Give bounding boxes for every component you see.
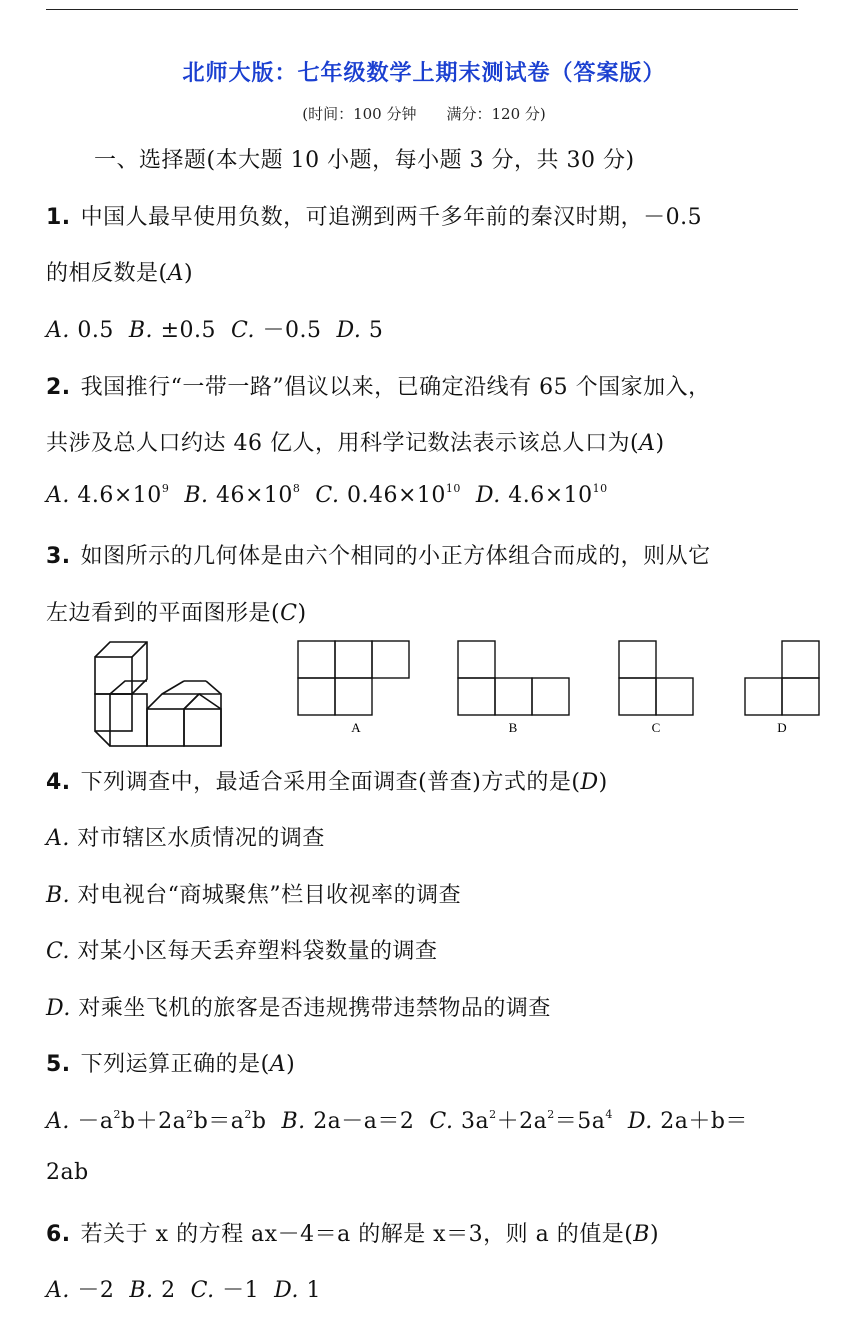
question-6-options: [46, 1273, 321, 1304]
exponent: 10: [445, 482, 461, 495]
option-text: －1: [222, 1278, 260, 1303]
question-4-option-b: [46, 878, 461, 909]
option-key: B.: [128, 318, 154, 343]
option-d-view: [745, 641, 819, 715]
question-5-options: [46, 1104, 748, 1135]
question-number: 3.: [46, 544, 71, 569]
option-text: 2a＋b＝: [660, 1109, 748, 1134]
question-text: 的相反数是(: [46, 261, 168, 286]
option-text: ±0.5: [160, 318, 216, 343]
question-4-option-d: [46, 991, 551, 1022]
exponent: 2: [113, 1108, 122, 1121]
option-key: D.: [475, 483, 501, 508]
question-4-option-a: [46, 821, 325, 852]
cube-solid-drawing: [95, 642, 221, 746]
paren-close: ): [286, 1052, 296, 1077]
question-3-line-1: [46, 539, 711, 570]
option-text: 5: [368, 318, 384, 343]
question-5-option-d-cont: 2ab: [46, 1160, 89, 1185]
option-text: 4.6×10: [508, 483, 593, 508]
paren-close: ): [598, 770, 608, 795]
option-key: A.: [46, 826, 70, 851]
option-text: －2: [77, 1278, 115, 1303]
option-text: 对某小区每天丢弃塑料袋数量的调查: [77, 939, 438, 964]
question-3-line-2: [46, 596, 307, 627]
option-key: C.: [230, 318, 256, 343]
option-text: 0.46×10: [346, 483, 446, 508]
option-text: 4.6×10: [77, 483, 162, 508]
answer-letter: A: [639, 431, 656, 456]
option-key: A.: [46, 483, 70, 508]
question-2-line-1: [46, 370, 711, 401]
option-key: D.: [274, 1278, 299, 1303]
question-text: 我国推行“一带一路”倡议以来，已确定沿线有 65 个国家加入，: [80, 375, 711, 400]
question-text: 中国人最早使用负数，可追溯到两千多年前的秦汉时期，－0.5: [80, 205, 703, 230]
page-subtitle: (时间：100 分钟 满分：120 分): [302, 105, 546, 123]
option-text: 46×10: [215, 483, 293, 508]
answer-letter: A: [269, 1052, 287, 1077]
option-key: B.: [281, 1109, 306, 1134]
question-number: 4.: [46, 770, 71, 795]
question-text: 左边看到的平面图形是(: [46, 601, 281, 626]
option-key: C.: [315, 483, 340, 508]
question-3-figure: [0, 637, 848, 747]
option-key: A.: [46, 1278, 70, 1303]
option-text: 对市辖区水质情况的调查: [77, 826, 325, 851]
figure-label-b: B: [508, 720, 518, 735]
exponent: 2: [489, 1108, 497, 1121]
option-key: D.: [336, 318, 362, 343]
option-key: D.: [627, 1109, 653, 1134]
answer-letter: D: [580, 770, 599, 795]
question-4-line-1: [46, 765, 608, 796]
question-text: 下列调查中，最适合采用全面调查(普查)方式的是(: [80, 770, 581, 795]
question-2-line-2: [46, 426, 665, 457]
option-b-view: [458, 641, 569, 715]
option-a-view: [298, 641, 409, 715]
section-heading: 一、选择题(本大题 10 小题，每小题 3 分，共 30 分): [94, 148, 635, 173]
math-part: －a: [77, 1109, 114, 1134]
paren-close: ): [655, 431, 665, 456]
option-text: 2a－a＝2: [313, 1109, 415, 1134]
exponent: 10: [592, 482, 608, 495]
exponent: 2: [547, 1108, 555, 1121]
question-6-line-1: [46, 1217, 659, 1248]
paren-close: ): [649, 1222, 660, 1247]
math-part: b＋2a: [121, 1109, 187, 1134]
paren-close: ): [297, 601, 307, 626]
option-text: 0.5: [77, 318, 114, 343]
math-part: b: [251, 1109, 267, 1134]
question-text: 若关于 x 的方程 ax－4＝a 的解是 x＝3，则 a 的值是(: [80, 1222, 634, 1247]
exponent: 4: [605, 1108, 613, 1121]
question-1-options: [46, 313, 383, 344]
math-part: b＝a: [193, 1109, 245, 1134]
exponent: 9: [161, 482, 170, 495]
question-text: 下列运算正确的是(: [80, 1052, 270, 1077]
option-key: B.: [46, 883, 71, 908]
figure-label-c: C: [651, 720, 661, 735]
option-key: C.: [46, 939, 71, 964]
exponent: 8: [292, 482, 301, 495]
option-text: －0.5: [262, 318, 322, 343]
answer-letter: C: [280, 601, 298, 626]
page-title: 北师大版：七年级数学上期末测试卷（答案版）: [182, 61, 666, 86]
exponent: 2: [244, 1108, 252, 1121]
option-key: B.: [129, 1278, 154, 1303]
question-2-options: [46, 483, 608, 508]
math-part: 3a: [460, 1109, 490, 1134]
option-text: 1: [306, 1278, 321, 1303]
question-text: 共涉及总人口约达 46 亿人，用科学记数法表示该总人口为(: [46, 431, 640, 456]
question-4-option-c: [46, 934, 438, 965]
exponent: 2: [186, 1108, 194, 1121]
option-text: 2: [161, 1278, 176, 1303]
paren-close: ): [183, 261, 194, 286]
question-1-line-1: [46, 200, 702, 231]
question-number: 2.: [46, 375, 71, 400]
option-text: 对乘坐飞机的旅客是否违规携带违禁物品的调查: [78, 996, 551, 1021]
question-text: 如图所示的几何体是由六个相同的小正方体组合而成的，则从它: [80, 544, 711, 569]
option-key: B.: [184, 483, 209, 508]
option-key: C.: [429, 1109, 454, 1134]
answer-letter: B: [633, 1222, 650, 1247]
question-1-line-2: [46, 256, 193, 287]
question-5-line-1: [46, 1047, 295, 1078]
option-c-view: [619, 641, 693, 715]
answer-letter: A: [167, 261, 184, 286]
option-key: C.: [190, 1278, 215, 1303]
option-text: 对电视台“商城聚焦”栏目收视率的调查: [77, 883, 462, 908]
math-part: ＝5a: [554, 1109, 606, 1134]
option-key: A.: [46, 1109, 70, 1134]
question-number: 1.: [46, 205, 71, 230]
question-number: 5.: [46, 1052, 71, 1077]
top-rule: [46, 9, 798, 10]
option-key: D.: [46, 996, 71, 1021]
option-key: A.: [46, 318, 70, 343]
math-part: ＋2a: [496, 1109, 548, 1134]
figure-label-d: D: [777, 720, 787, 735]
question-number: 6.: [46, 1222, 71, 1247]
figure-label-a: A: [351, 720, 361, 735]
